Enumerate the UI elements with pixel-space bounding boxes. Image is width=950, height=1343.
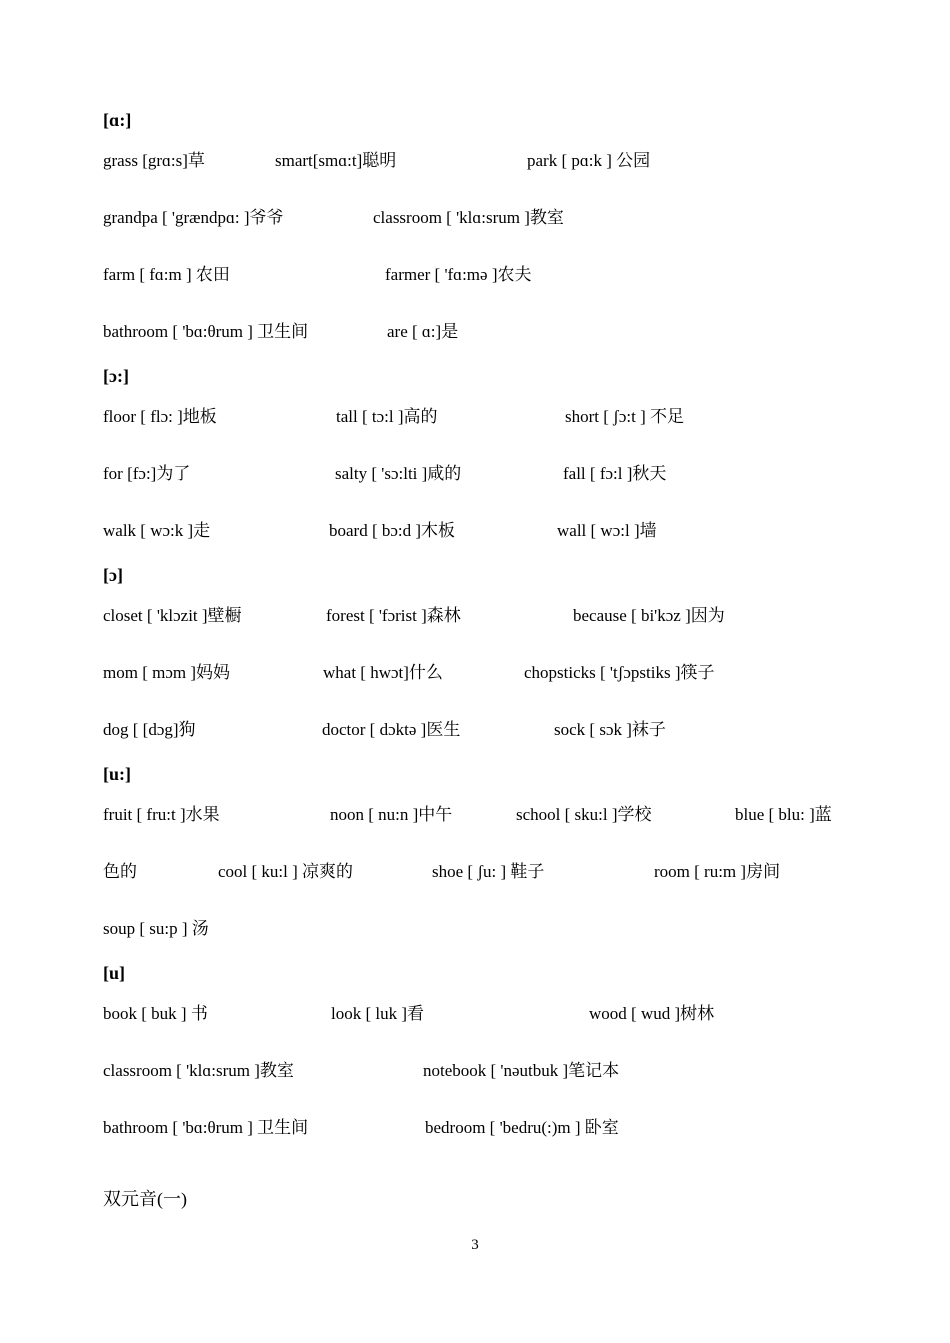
vocab-entry: doctor [ dɔktə ]医生 (322, 720, 461, 739)
vocab-entry: mom [ mɔm ]妈妈 (103, 663, 231, 682)
vocab-entry: classroom [ 'klɑ:srum ]教室 (103, 1061, 294, 1080)
vocab-entry: park [ pɑ:k ] 公园 (527, 151, 651, 170)
vocab-entry: fruit [ fru:t ]水果 (103, 805, 220, 824)
vocab-entry: walk [ wɔ:k ]走 (103, 521, 211, 540)
vocab-entry: book [ buk ] 书 (103, 1004, 208, 1023)
vocab-line (0, 321, 950, 345)
vocab-entry: tall [ tɔ:l ]高的 (336, 407, 438, 426)
vocab-entry: smart[smɑ:t]聪明 (275, 151, 397, 170)
vocab-line (0, 1003, 950, 1027)
vocab-entry: board [ bɔ:d ]木板 (329, 521, 456, 540)
vocab-line (0, 1060, 950, 1084)
vocab-line (0, 264, 950, 288)
vocab-entry: farmer [ 'fɑ:mə ]农夫 (385, 265, 532, 284)
vocab-entry: farm [ fɑ:m ] 农田 (103, 265, 230, 284)
phoneme-heading: [ɔ] (103, 565, 123, 585)
vocab-line (0, 406, 950, 430)
vocab-entry: grass [grɑ:s]草 (103, 151, 205, 170)
vocab-entry: shoe [ ʃu: ] 鞋子 (432, 862, 545, 881)
vocab-entry: sock [ sɔk ]袜子 (554, 720, 666, 739)
vocab-entry: what [ hwɔt]什么 (323, 663, 443, 682)
vocab-entry: salty [ 'sɔ:lti ]咸的 (335, 464, 462, 483)
vocab-entry: are [ ɑ:]是 (387, 322, 459, 341)
vocab-entry: wall [ wɔ:l ]墙 (557, 521, 657, 540)
phoneme-heading: [u] (103, 963, 125, 983)
vocab-entry: classroom [ 'klɑ:srum ]教室 (373, 208, 564, 227)
section-title: 双元音(一) (103, 1189, 187, 1209)
vocab-entry: look [ luk ]看 (331, 1004, 425, 1023)
vocab-entry: bathroom [ 'bɑ:θrum ] 卫生间 (103, 1118, 309, 1137)
vocab-entry: floor [ flɔ: ]地板 (103, 407, 217, 426)
phoneme-heading: [ɑ:] (103, 110, 132, 130)
phoneme-heading: [ɔ:] (103, 366, 129, 386)
vocab-entry: chopsticks [ 'tʃɔpstiks ]筷子 (524, 663, 715, 682)
vocab-entry: fall [ fɔ:l ]秋天 (563, 464, 667, 483)
vocab-entry: cool [ ku:l ] 凉爽的 (218, 862, 354, 881)
vocab-entry: notebook [ 'nəutbuk ]笔记本 (423, 1061, 620, 1080)
vocab-line (0, 463, 950, 487)
vocab-entry: soup [ su:p ] 汤 (103, 919, 209, 938)
vocab-line (0, 861, 950, 885)
vocab-line (0, 719, 950, 743)
vocab-line (0, 520, 950, 544)
vocab-line (0, 662, 950, 686)
vocab-entry: noon [ nu:n ]中午 (330, 805, 453, 824)
vocab-entry: forest [ 'fɔrist ]森林 (326, 606, 461, 625)
vocab-entry: bathroom [ 'bɑ:θrum ] 卫生间 (103, 322, 309, 341)
vocab-entry: bedroom [ 'bedru(:)m ] 卧室 (425, 1118, 619, 1137)
vocab-entry: wood [ wud ]树林 (589, 1004, 715, 1023)
page-number: 3 (471, 1237, 479, 1253)
vocab-entry: because [ bi'kɔz ]因为 (573, 606, 725, 625)
vocab-line (0, 1117, 950, 1141)
vocab-entry: dog [ [dɔg]狗 (103, 720, 196, 739)
vocab-entry: short [ ʃɔ:t ] 不足 (565, 407, 684, 426)
vocab-entry: closet [ 'klɔzit ]壁橱 (103, 606, 242, 625)
vocab-entry: school [ sku:l ]学校 (516, 805, 652, 824)
vocab-entry: room [ ru:m ]房间 (654, 862, 781, 881)
vocab-entry: 色的 (103, 862, 137, 881)
vocab-line (0, 605, 950, 629)
vocab-entry: grandpa [ 'grændpɑ: ]爷爷 (103, 208, 284, 227)
vocab-line (0, 918, 950, 942)
vocab-line (0, 207, 950, 231)
vocab-entry: for [fɔ:]为了 (103, 464, 191, 483)
vocab-line (0, 804, 950, 828)
vocab-entry: blue [ blu: ]蓝 (735, 805, 832, 824)
phoneme-heading: [u:] (103, 764, 131, 784)
vocab-line (0, 150, 950, 174)
